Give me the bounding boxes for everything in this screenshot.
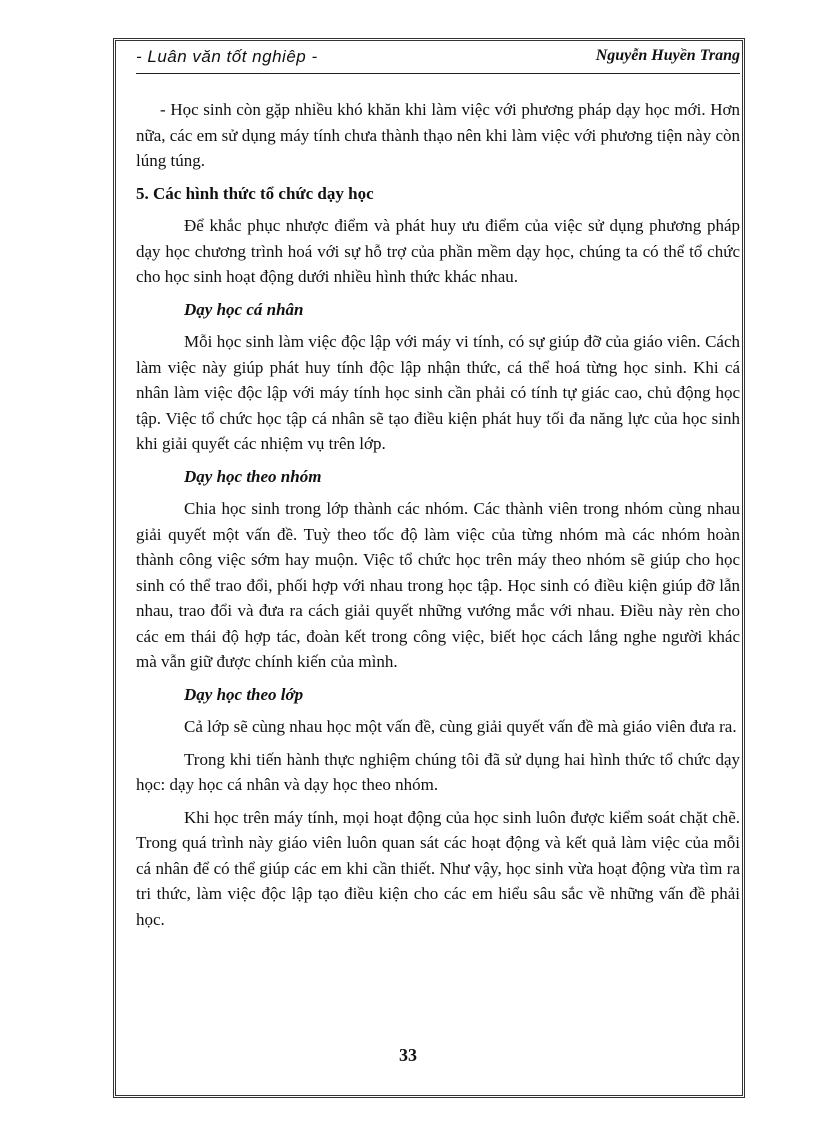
header-rule [136,73,740,74]
header-author: Nguyễn Huyền Trang [595,47,740,64]
header-title: - Luân văn tốt nghiêp - [136,47,318,66]
subheading-individual: Dạy học cá nhân [184,299,304,319]
intro-paragraph: Để khắc phục nhược điểm và phát huy ưu điểm của việc sử dụng phương pháp dạy học chương trình hoá với sự hỗ trợ của phần mềm dạy học, chúng ta có thể tổ chức cho học sinh hoạt động dưới nhiều hình thức khác nhau. [136,216,740,286]
bullet-paragraph: - Học sinh còn gặp nhiều khó khăn khi làm việc với phương pháp dạy học mới. Hơn nữa, các em sử dụng máy tính chưa thành thạo nên khi làm việc với phương tiện này còn lúng túng. [136,100,740,170]
subheading-class: Dạy học theo lớp [184,684,304,704]
class-paragraph: Cả lớp sẽ cùng nhau học một vấn đề, cùng giải quyết vấn đề mà giáo viên đưa ra. [184,717,737,736]
page-body [136,97,740,939]
group-paragraph: Chia học sinh trong lớp thành các nhóm. Các thành viên trong nhóm cùng nhau giải quyết một vấn đề. Tuỳ theo tốc độ làm việc của từng nhóm mà các nhóm hoàn thành công việc sớm hay muộn. Việc tổ chức học trên máy theo nhóm sẽ giúp cho học sinh có thể trao đổi, phối hợp với nhau trong học tập. Học sinh có điều kiện giúp đỡ lẫn nhau, trao đổi và đưa ra cách giải quyết những vướng mắc với nhau. Điều này rèn cho các em thái độ hợp tác, đoàn kết trong công việc, biết học cách lắng nghe người khác mà vẫn giữ được chính kiến của mình. [136,499,740,671]
individual-paragraph: Mỗi học sinh làm việc độc lập với máy vi tính, có sự giúp đỡ của giáo viên. Cách làm việc này giúp phát huy tính độc lập nhận thức, cá thể hoá từng học sinh. Khi cá nhân làm việc độc lập với máy tính học sinh cần phải có tính tự giác cao, chủ động học tập. Việc tổ chức học tập cá nhân sẽ tạo điều kiện phát huy tối đa năng lực của học sinh khi giải quyết các nhiệm vụ trên lớp. [136,332,740,453]
experiment-paragraph: Trong khi tiến hành thực nghiệm chúng tôi đã sử dụng hai hình thức tổ chức dạy học: dạy học cá nhân và dạy học theo nhóm. [136,749,740,794]
subheading-group: Dạy học theo nhóm [184,466,322,486]
control-paragraph: Khi học trên máy tính, mọi hoạt động của học sinh luôn được kiểm soát chặt chẽ. Trong quá trình này giáo viên luôn quan sát các hoạt động và kết quả làm việc của mỗi cá nhân để có thể giúp các em khi cần thiết. Như vậy, học sinh vừa hoạt động vừa tìm ra tri thức, làm việc độc lập tạo điều kiện cho các em hiểu sâu sắc về những vấn đề phải học. [136,807,740,929]
page-number: 33 [399,1045,417,1065]
running-header [136,47,740,75]
section-heading: 5. Các hình thức tổ chức dạy học [136,183,374,203]
